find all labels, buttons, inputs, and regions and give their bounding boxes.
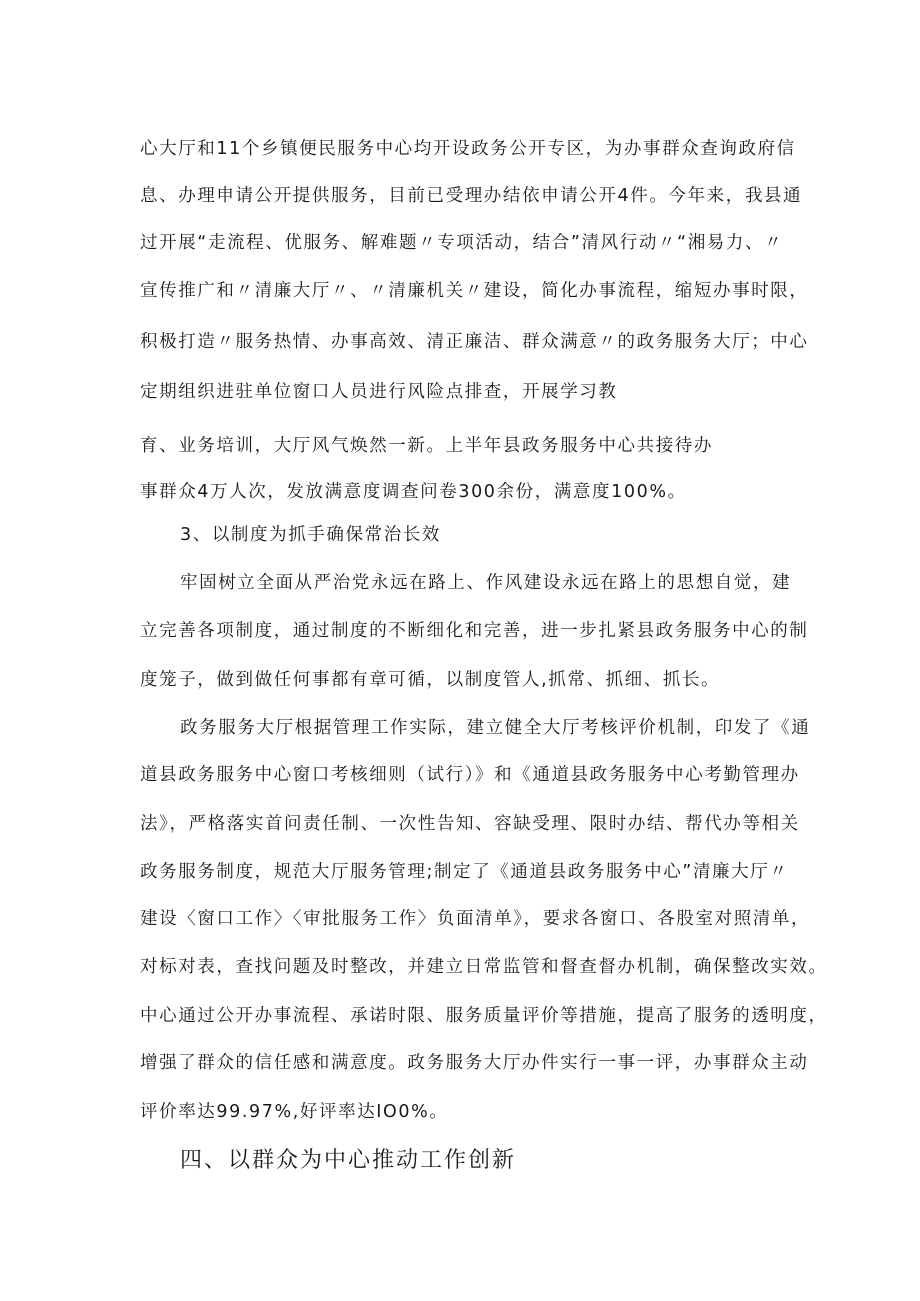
paragraph-line: 过开展“走流程、优服务、解难题〃专项活动，结合”清风行动〃“湘易力、〃 bbox=[140, 233, 784, 253]
paragraph-line: 心大厅和11个乡镇便民服务中心均开设政务公开专区，为办事群众查询政府信 bbox=[140, 139, 796, 159]
paragraph-line: 育、业务培训，大厅风气焕然一新。上半年县政务服务中心共接待办 bbox=[140, 436, 713, 456]
section-title: 3、以制度为抓手确保常治长效 bbox=[180, 525, 442, 545]
paragraph-line: 政务服务大厅根据管理工作实际，建立健全大厅考核评价机制，印发了《通 bbox=[180, 718, 811, 738]
paragraph-line: 牢固树立全面从严治党永远在路上、作风建设永远在路上的思想自觉，建 bbox=[180, 573, 792, 593]
paragraph-line: 宣传推广和〃清廉大厅〃、〃清廉机关〃建设，简化办事流程，缩短办事时限， bbox=[140, 281, 809, 301]
paragraph-line: 中心通过公开办事流程、承诺时限、服务质量评价等措施，提高了服务的透明度， bbox=[140, 1006, 828, 1026]
paragraph-line: 法》，严格落实首问责任制、一次性告知、容缺受理、限时办结、帮代办等相关 bbox=[140, 814, 800, 834]
paragraph-line: 政务服务制度，规范大厅服务管理;制定了《通道县政务服务中心”清廉大厅〃 bbox=[140, 862, 789, 882]
paragraph-line: 息、办理申请公开提供服务，目前已受理办结依申请公开4件。今年来，我县通 bbox=[140, 186, 803, 206]
section-heading: 四、以群众为中心推动工作创新 bbox=[180, 1148, 517, 1173]
paragraph-line: 道县政务服务中心窗口考核细则（试行）》和《通道县政务服务中心考勤管理办 bbox=[140, 765, 800, 785]
paragraph-line: 立完善各项制度，通过制度的不断细化和完善，进一步扎紧县政务服务中心的制 bbox=[140, 621, 809, 641]
paragraph-line: 建设〈窗口工作〉〈审批服务工作〉负面清单》，要求各窗口、各股室对照清单， bbox=[140, 909, 811, 929]
paragraph-line: 积极打造〃服务热情、办事高效、清正廉洁、群众满意〃的政务服务大厅；中心 bbox=[140, 332, 809, 352]
paragraph-line: 增强了群众的信任感和满意度。政务服务大厅办件实行一事一评，办事群众主动 bbox=[140, 1053, 809, 1073]
paragraph-line: 评价率达99.97%,好评率达IO0%。 bbox=[140, 1102, 449, 1122]
paragraph-line: 事群众4万人次，发放满意度调查问卷300余份，满意度100%。 bbox=[140, 482, 687, 502]
paragraph-line: 定期组织进驻单位窗口人员进行风险点排查，开展学习教 bbox=[140, 382, 618, 402]
paragraph-line: 对标对表，查找问题及时整改，并建立日常监管和督查督办机制，确保整改实效。 bbox=[140, 957, 828, 977]
paragraph-line: 度笼子，做到做任何事都有章可循，以制度管人,抓常、抓细、抓长。 bbox=[140, 670, 721, 690]
